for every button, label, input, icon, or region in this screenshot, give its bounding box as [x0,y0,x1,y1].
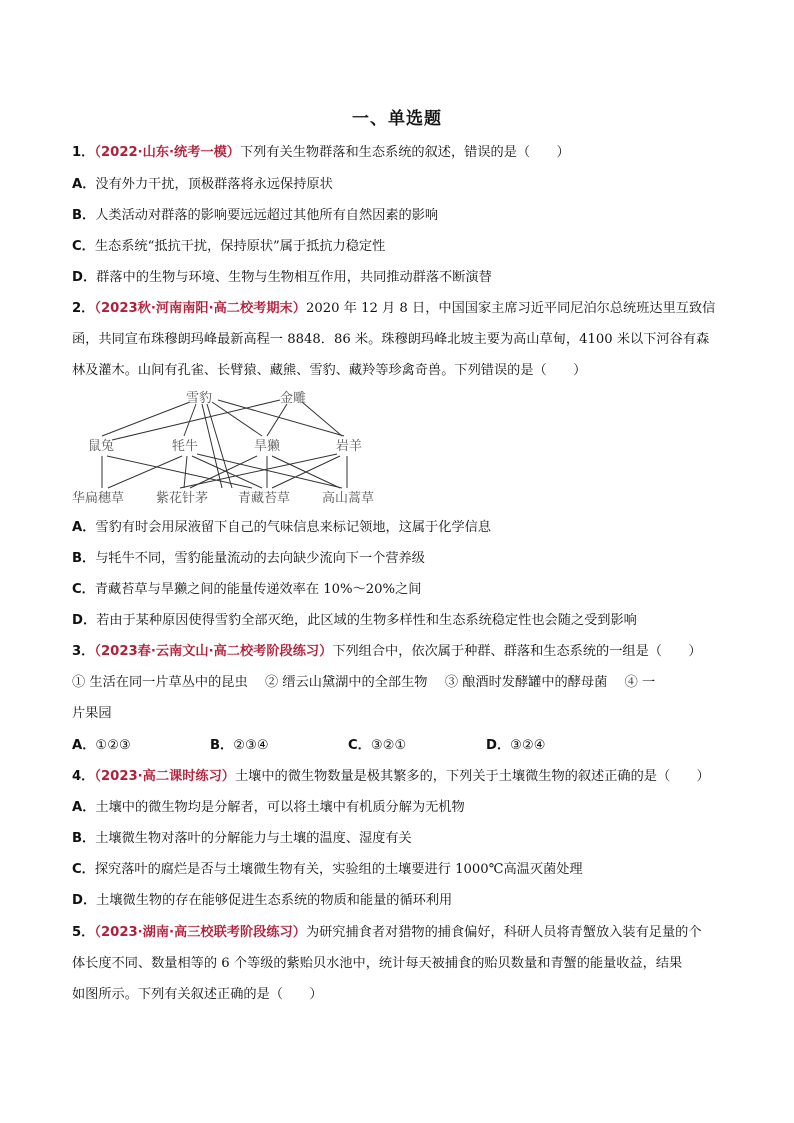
food-web-node-top-2: 金雕 [280,391,307,406]
food-web-node-mid-3: 旱獭 [254,439,281,454]
q1-number: 1． [72,145,95,160]
q2-number: 2． [72,301,95,316]
q3-stem: 3．（2023春·云南文山·高二校考阶段练习）下列组合中，依次属于种群、群落和生态系统的一组是（ ） [72,644,702,659]
food-web-node-mid-2: 牦牛 [172,439,199,454]
q4-source: （2023·高二课时练习） [94,769,235,784]
q4-option-a: A．土壤中的微生物均是分解者，可以将土壤中有机质分解为无机物 [72,800,465,815]
q1-source: （2022·山东·统考一模） [94,145,240,160]
food-web-node-mid-4: 岩羊 [336,439,363,454]
q1-stem [72,144,732,162]
section-title: 一、单选题 [352,109,442,129]
q3-options [72,737,732,755]
food-web-diagram [72,384,392,514]
q4-option-c: C．探究落叶的腐烂是否与土壤微生物有关，实验组的土壤要进行 1000℃高温灭菌处理 [72,862,583,877]
q2-stem-line1: 2．（2023秋·河南南阳·高二校考期末）2020 年 12 月 8 日，中国国家主席习近平同尼泊尔总统班达里互致信 [72,301,716,316]
q2-option-b: B．与牦牛不同，雪豹能量流动的去向缺少流向下一个营养级 [72,551,425,566]
food-web-node-bottom-3: 青藏苔草 [238,491,291,506]
q3-option-a: A．①②③ [72,738,131,753]
q4-stem: 4．（2023·高二课时练习）土壤中的微生物数量是极其繁多的，下列关于土壤微生物的叙述正确的是（ ） [72,769,710,784]
q2-stem-line3: 林及灌木。山间有孔雀、长臂猿、藏熊、雪豹、藏羚等珍禽奇兽。下列错误的是（ ） [72,363,587,378]
q3-items-line1: ① 生活在同一片草丛中的昆虫 ② 缙云山黛湖中的全部生物 ③ 酿酒时发酵罐中的酵母菌 ④ 一 [72,675,656,690]
food-web-node-bottom-2: 紫花针茅 [156,491,209,506]
q3-option-b: B．②③④ [210,738,269,753]
q1-text: 下列有关生物群落和生态系统的叙述，错误的是（ ） [240,145,570,160]
q2-option-d: D．若由于某种原因使得雪豹全部灭绝，此区域的生物多样性和生态系统稳定性也会随之受到影响 [72,613,637,628]
q3-option-d: D．③②④ [486,738,546,753]
q3-source: （2023春·云南文山·高二校考阶段练习） [94,644,333,659]
q2-option-a: A．雪豹有时会用尿液留下自己的气味信息来标记领地，这属于化学信息 [72,520,492,535]
q5-stem-line2: 体长度不同、数量相等的 6 个等级的紫贻贝水池中，统计每天被捕食的贻贝数量和青蟹的能量收益，结果 [72,956,683,971]
q5-stem-line1: 5．（2023·湖南·高三校联考阶段练习）为研究捕食者对猎物的捕食偏好，科研人员将青蟹放入装有足量的个 [72,925,702,940]
q2-source: （2023秋·河南南阳·高二校考期末） [94,301,306,316]
q2-stem-line2: 函，共同宣布珠穆朗玛峰最新高程一 8848．86 米。珠穆朗玛峰北坡主要为高山草甸，4100 米以下河谷有森 [72,332,710,347]
q3-items-line2: 片果园 [72,706,112,721]
q5-stem-line3: 如图所示。下列有关叙述正确的是（ ） [72,987,323,1002]
food-web-node-bottom-4: 高山蒿草 [322,491,375,506]
food-web-node-mid-1: 鼠兔 [88,439,115,454]
q4-option-d: D．土壤微生物的存在能够促进生态系统的物质和能量的循环利用 [72,893,453,908]
q2-option-c: C．青藏苔草与旱獭之间的能量传递效率在 10%～20%之间 [72,582,422,597]
q4-option-b: B．土壤微生物对落叶的分解能力与土壤的温度、湿度有关 [72,831,412,846]
food-web-node-top-1: 雪豹 [186,391,213,406]
q1-option-a: A．没有外力干扰，顶极群落将永远保持原状 [72,177,333,192]
q3-option-c: C．③②① [348,738,407,753]
q4-number: 4． [72,769,95,784]
q1-option-b: B．人类活动对群落的影响要远远超过其他所有自然因素的影响 [72,208,439,223]
q3-number: 3． [72,644,95,659]
q1-option-c: C．生态系统“抵抗干扰，保持原状”属于抵抗力稳定性 [72,239,386,254]
q5-source: （2023·湖南·高三校联考阶段练习） [94,925,306,940]
q5-number: 5． [72,925,95,940]
q1-option-d: D．群落中的生物与环境、生物与生物相互作用，共同推动群落不断演替 [72,270,492,285]
food-web-node-bottom-1: 华扁穗草 [72,491,125,506]
